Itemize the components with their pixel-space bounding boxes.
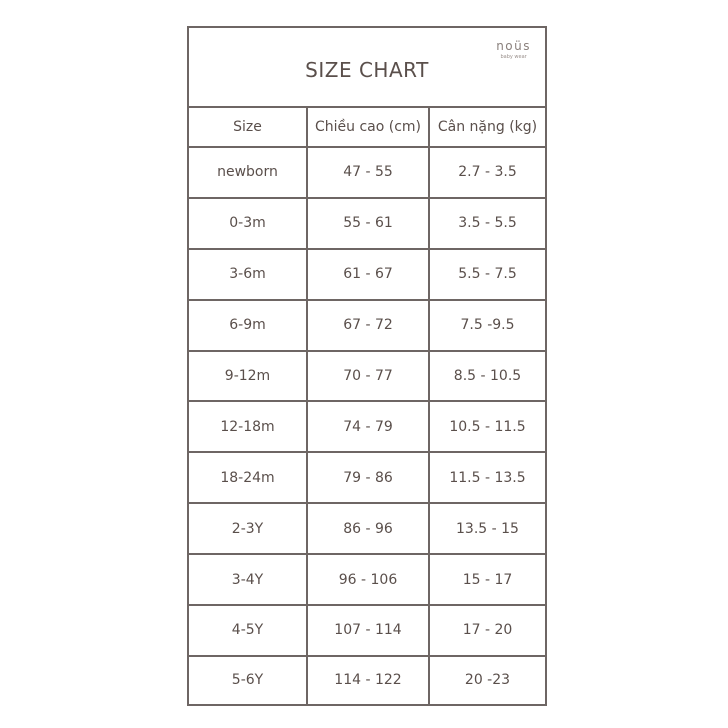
column-header-size: Size [189,108,307,147]
height-cell: 55 - 61 [307,198,429,249]
height-cell: 86 - 96 [307,503,429,554]
table-row [189,351,545,402]
size-cell: 4-5Y [189,605,307,656]
size-chart [187,26,547,706]
size-cell: 3-6m [189,249,307,300]
weight-cell: 20 -23 [429,656,545,704]
size-cell: 12-18m [189,401,307,452]
table-row [189,401,545,452]
page-title: SIZE CHART [305,58,429,82]
height-cell: 107 - 114 [307,605,429,656]
weight-cell: 13.5 - 15 [429,503,545,554]
weight-cell: 10.5 - 11.5 [429,401,545,452]
chart-header [189,28,545,108]
height-cell: 79 - 86 [307,452,429,503]
table-row [189,198,545,249]
table-row [189,554,545,605]
weight-cell: 15 - 17 [429,554,545,605]
table-header-row [189,108,545,147]
size-cell: 9-12m [189,351,307,402]
logo-name: noüs [496,39,531,53]
weight-cell: 3.5 - 5.5 [429,198,545,249]
table-row [189,503,545,554]
size-cell: 5-6Y [189,656,307,704]
height-cell: 70 - 77 [307,351,429,402]
table-row [189,452,545,503]
size-cell: 6-9m [189,300,307,351]
size-cell: 2-3Y [189,503,307,554]
size-cell: newborn [189,147,307,198]
weight-cell: 17 - 20 [429,605,545,656]
size-cell: 3-4Y [189,554,307,605]
weight-cell: 8.5 - 10.5 [429,351,545,402]
table-row [189,147,545,198]
table-row [189,605,545,656]
weight-cell: 2.7 - 3.5 [429,147,545,198]
weight-cell: 7.5 -9.5 [429,300,545,351]
height-cell: 61 - 67 [307,249,429,300]
height-cell: 96 - 106 [307,554,429,605]
brand-logo [496,40,531,60]
table-row [189,249,545,300]
size-cell: 0-3m [189,198,307,249]
height-cell: 74 - 79 [307,401,429,452]
height-cell: 114 - 122 [307,656,429,704]
size-table [189,108,545,704]
height-cell: 67 - 72 [307,300,429,351]
weight-cell: 5.5 - 7.5 [429,249,545,300]
table-row [189,300,545,351]
column-header-height: Chiều cao (cm) [307,108,429,147]
height-cell: 47 - 55 [307,147,429,198]
logo-tagline: baby wear [500,54,527,60]
weight-cell: 11.5 - 13.5 [429,452,545,503]
size-cell: 18-24m [189,452,307,503]
table-row [189,656,545,704]
column-header-weight: Cân nặng (kg) [429,108,545,147]
